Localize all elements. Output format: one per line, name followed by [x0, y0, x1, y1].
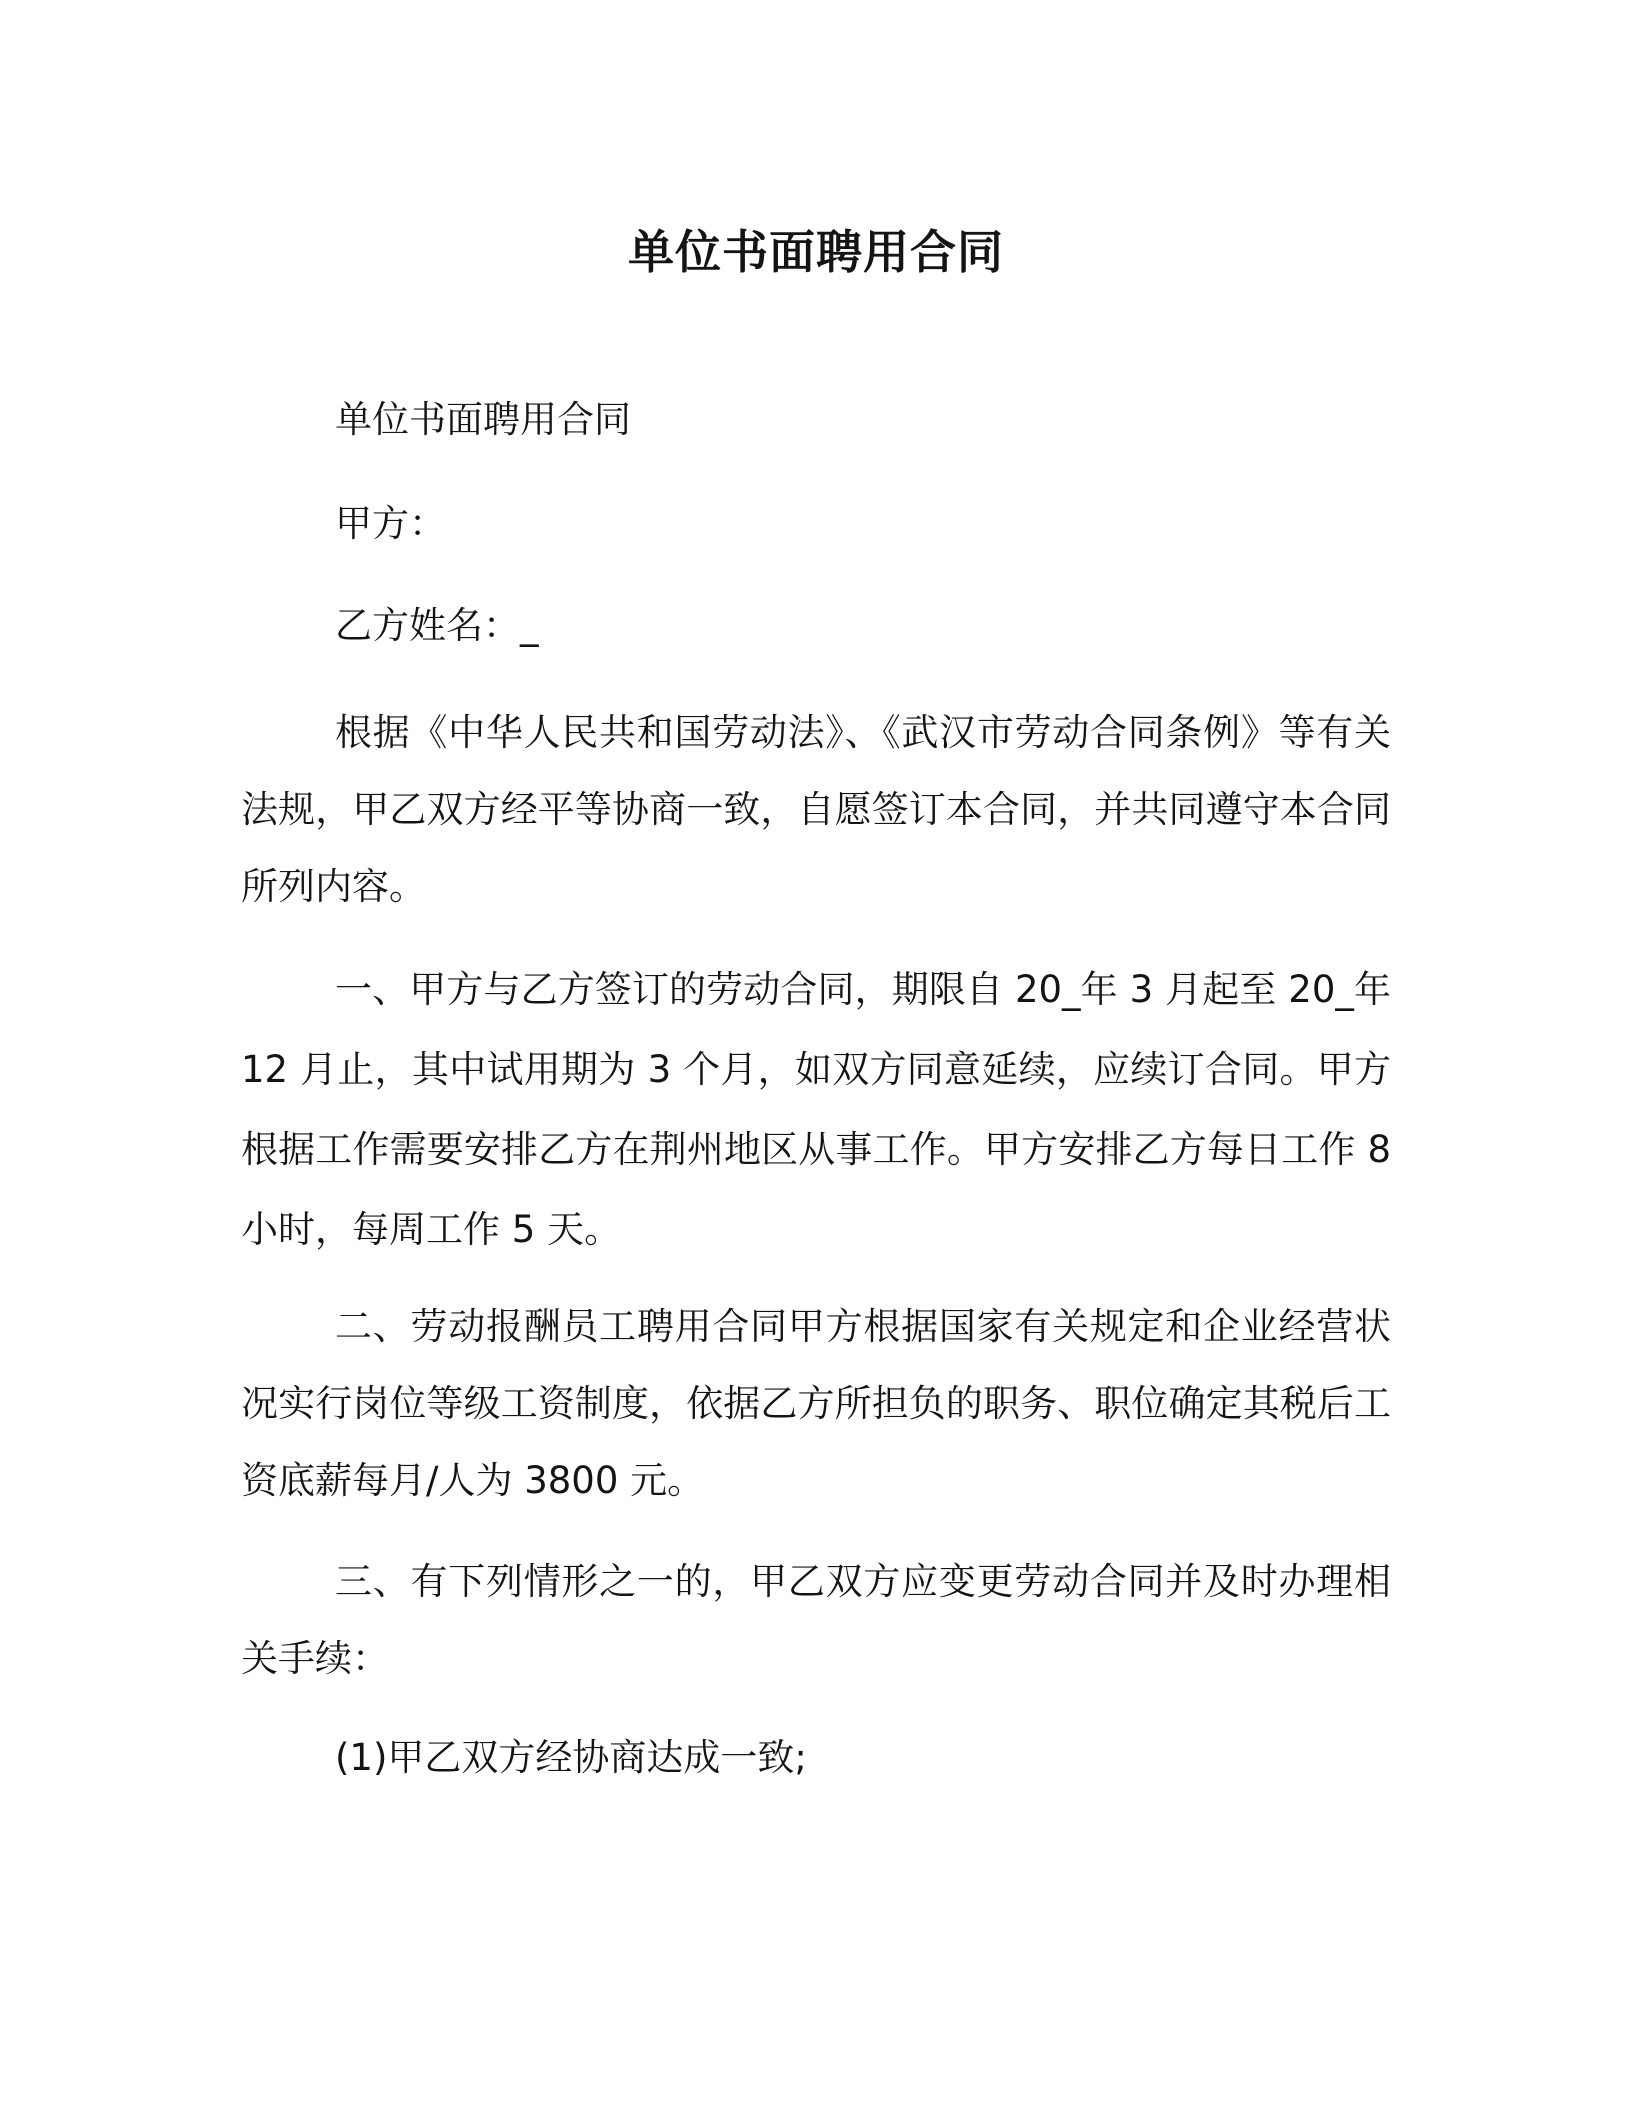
contract-subtitle: 单位书面聘用合同: [335, 398, 631, 441]
preamble-paragraph: 根据《中华人民共和国劳动法》、《武汉市劳动合同条例》等有关法规，甲乙双方经平等协商一致，自愿签订本合同，并共同遵守本合同所列内容。: [241, 711, 1391, 908]
party-b-name-label: 乙方姓名：_: [335, 604, 539, 647]
document-title: 单位书面聘用合同: [628, 225, 1004, 279]
clause-one-paragraph: 一、甲方与乙方签订的劳动合同，期限自 20_年 3 月起至 20_年 12 月止，其中试用期为 3 个月，如双方同意延续，应续订合同。甲方根据工作需要安排乙方在荆州地区从事工作。甲方安排乙方每日工作 8 小时，每周工作 5 天。: [241, 968, 1391, 1251]
party-a-label: 甲方：: [335, 502, 446, 545]
clause-two-paragraph: 二、劳动报酬员工聘用合同甲方根据国家有关规定和企业经营状况实行岗位等级工资制度，依据乙方所担负的职务、职位确定其税后工资底薪每月/人为 3800 元。: [241, 1305, 1391, 1502]
clause-three-paragraph: 三、有下列情形之一的，甲乙双方应变更劳动合同并及时办理相关手续：: [241, 1560, 1391, 1680]
list-item: (1)甲乙双方经协商达成一致;: [335, 1736, 807, 1779]
